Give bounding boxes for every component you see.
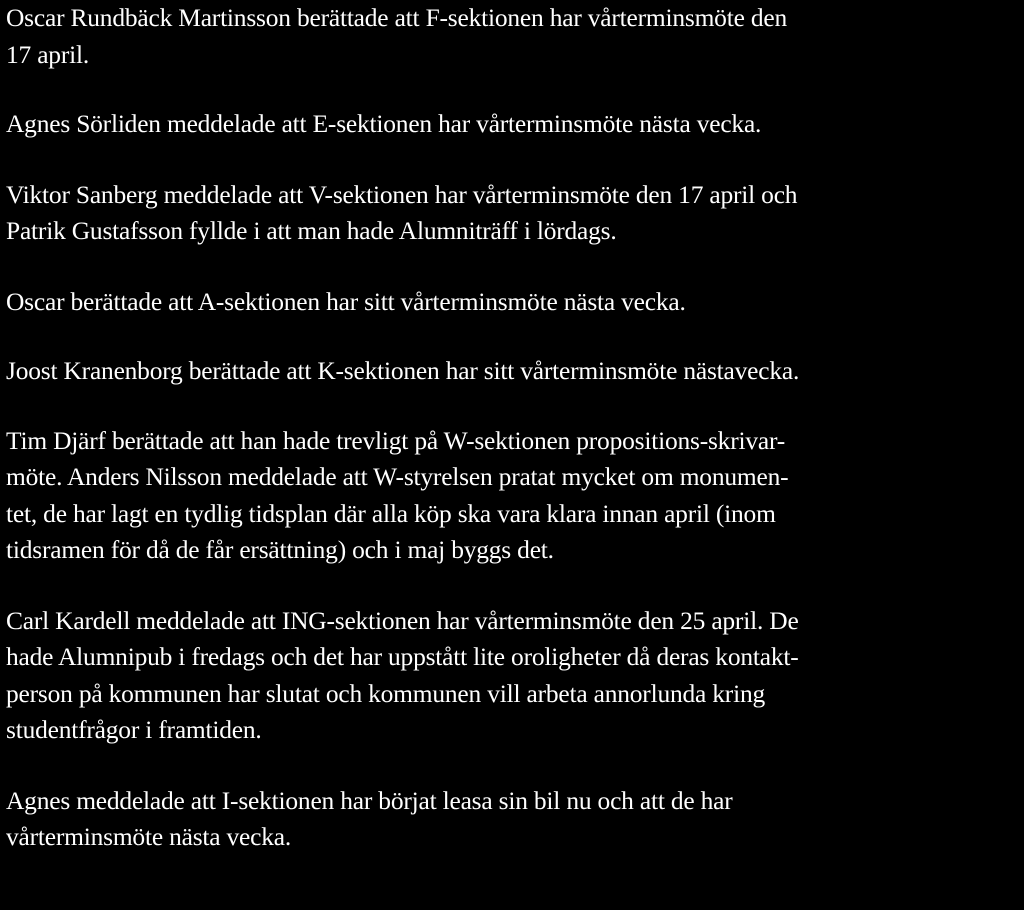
text-line: Agnes meddelade att I-sektionen har börjat leasa sin bil nu och att de har (6, 785, 733, 815)
text-line: Oscar Rundbäck Martinsson berättade att F-sektionen har vårterminsmöte den (6, 3, 787, 32)
text-line: möte. Anders Nilsson meddelade att W-styrelsen pratat mycket om monumen- (6, 462, 789, 491)
text-line: hade Alumnipub i fredags och det har uppstått lite oroligheter då deras kontakt- (6, 642, 799, 671)
text-line: Tim Djärf berättade att han hade trevligt på W-sektionen propositions-skrivar- (6, 425, 786, 455)
text-line: Carl Kardell meddelade att ING-sektionen har vårterminsmöte den 25 april. De (6, 605, 799, 635)
paragraph-f-sektionen (6, 0, 1024, 73)
text-line: tet, de har lagt en tydlig tidsplan där alla köp ska vara klara innan april (inom (6, 498, 776, 528)
text-line: vårterminsmöte nästa vecka. (6, 822, 292, 851)
text-line: Joost Kranenborg berättade att K-sektionen har sitt vårterminsmöte nästavecka. (6, 356, 800, 385)
text-line: Viktor Sanberg meddelade att V-sektionen har vårterminsmöte den 17 april och (6, 179, 798, 209)
paragraph-i-sektionen (6, 783, 1024, 856)
paragraph-k-sektionen (6, 353, 1024, 390)
text-line: tidsramen för då de får ersättning) och i maj byggs det. (6, 535, 554, 564)
text-line: 17 april. (6, 39, 90, 69)
text-line: person på kommunen har slutat och kommunen vill arbeta annorlunda kring (6, 678, 766, 708)
text-line: Oscar berättade att A-sektionen har sitt vårterminsmöte nästa vecka. (6, 286, 686, 316)
text-line: studentfrågor i framtiden. (6, 715, 262, 744)
paragraph-e-sektionen (6, 106, 1024, 143)
text-line: Patrik Gustafsson fyllde i att man hade Alumniträff i lördags. (6, 216, 617, 245)
paragraph-v-sektionen (6, 177, 1024, 250)
paragraph-a-sektionen (6, 284, 1024, 321)
paragraph-ing-sektionen (6, 603, 1024, 749)
text-line: Agnes Sörliden meddelade att E-sektionen har vårterminsmöte nästa vecka. (6, 109, 762, 138)
paragraph-w-sektionen (6, 423, 1024, 569)
